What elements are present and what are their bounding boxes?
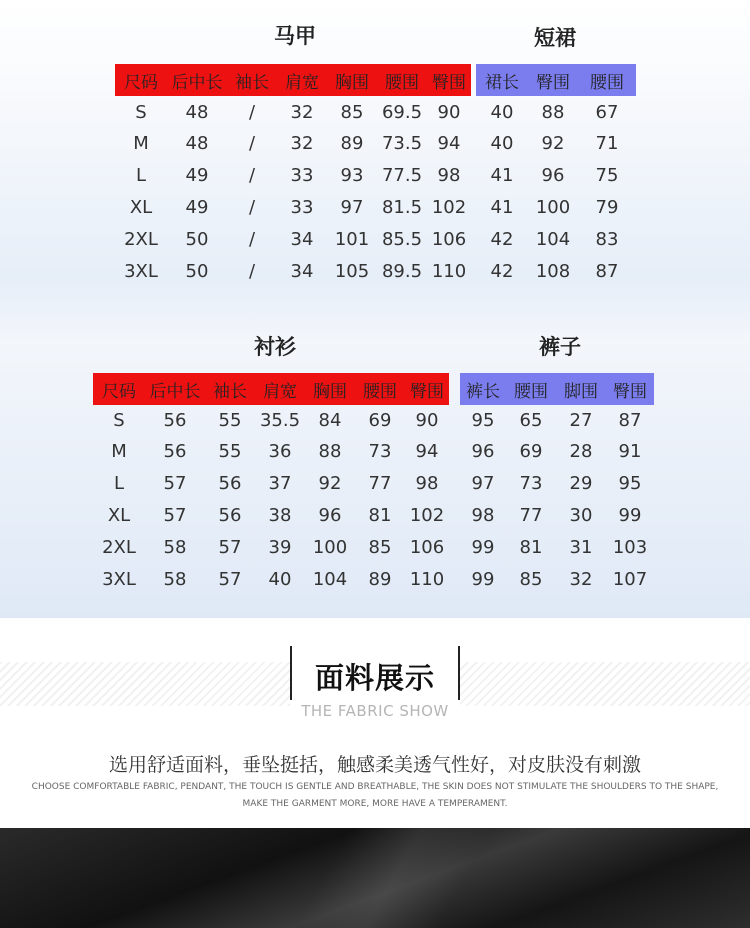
table-cell: / bbox=[248, 228, 256, 250]
table-cell: 29 bbox=[569, 473, 593, 495]
table-cell: 75 bbox=[595, 165, 619, 187]
table-cell: 77 bbox=[519, 504, 543, 526]
table-cell: 49 bbox=[185, 165, 209, 187]
header-cell: 臀围 bbox=[536, 72, 570, 93]
header-cell: 胸围 bbox=[335, 72, 369, 93]
table-title-pants: 裤子 bbox=[539, 335, 581, 359]
table-cell: 104 bbox=[312, 568, 348, 590]
table-cell: 56 bbox=[163, 441, 187, 463]
table-cell: 42 bbox=[490, 260, 514, 282]
table-cell: 57 bbox=[163, 504, 187, 526]
header-cell: 臀围 bbox=[410, 381, 444, 402]
table-row bbox=[115, 191, 471, 223]
table-row bbox=[476, 191, 636, 223]
header-cell: 脚围 bbox=[564, 381, 598, 402]
table-row bbox=[460, 468, 654, 500]
table-row bbox=[115, 128, 471, 160]
table-cell: 31 bbox=[569, 536, 593, 558]
table-row bbox=[93, 531, 449, 563]
table-cell: / bbox=[248, 101, 256, 123]
table-cell: 100 bbox=[535, 196, 571, 218]
table-cell: 58 bbox=[163, 536, 187, 558]
table-cell: 85 bbox=[519, 568, 543, 590]
table-cell: 94 bbox=[437, 133, 461, 155]
table-cell: 49 bbox=[185, 196, 209, 218]
table-cell: S bbox=[135, 101, 147, 123]
table-cell: 40 bbox=[490, 133, 514, 155]
fabric-title: 面料展示 bbox=[314, 661, 435, 695]
table-cell: 100 bbox=[312, 536, 348, 558]
table-cell: 79 bbox=[595, 196, 619, 218]
table-row bbox=[460, 404, 654, 436]
header-cell: 后中长 bbox=[149, 381, 201, 402]
table-cell: 96 bbox=[318, 504, 342, 526]
table-header bbox=[460, 373, 654, 405]
header-cell: 后中长 bbox=[171, 72, 223, 93]
table-cell: M bbox=[133, 133, 149, 155]
table-cell: 85 bbox=[368, 536, 392, 558]
table-cell: 106 bbox=[409, 536, 445, 558]
header-cell: 腰围 bbox=[590, 72, 624, 93]
table-cell: 99 bbox=[618, 504, 642, 526]
table-cell: 104 bbox=[535, 228, 571, 250]
header-cell: 尺码 bbox=[124, 72, 158, 93]
table-cell: 56 bbox=[218, 504, 242, 526]
table-cell: 92 bbox=[318, 473, 342, 495]
table-cell: 89.5 bbox=[381, 260, 423, 282]
header-cell: 腰围 bbox=[385, 72, 419, 93]
table-row bbox=[460, 531, 654, 563]
table-cell: 2XL bbox=[124, 228, 158, 250]
header-cell: 尺码 bbox=[102, 381, 136, 402]
table-cell: 103 bbox=[612, 536, 648, 558]
header-cell: 肩宽 bbox=[285, 72, 319, 93]
table-cell: 32 bbox=[569, 568, 593, 590]
table-cell: 73 bbox=[519, 473, 543, 495]
table-cell: 98 bbox=[471, 504, 495, 526]
table-cell: 91 bbox=[618, 441, 642, 463]
fabric-description-cn: 选用舒适面料，垂坠挺括，触感柔美透气性好，对皮肤没有刺激 bbox=[108, 754, 641, 776]
table-title-shirt: 衬衫 bbox=[254, 335, 296, 359]
table-cell: 38 bbox=[268, 504, 292, 526]
table-cell: 107 bbox=[612, 568, 648, 590]
table-cell: 84 bbox=[318, 409, 342, 431]
table-cell: 48 bbox=[185, 101, 209, 123]
table-cell: 30 bbox=[569, 504, 593, 526]
table-row bbox=[476, 128, 636, 160]
table-cell: 96 bbox=[541, 165, 565, 187]
table-cell: 85 bbox=[340, 101, 364, 123]
table-cell: 81.5 bbox=[381, 196, 423, 218]
table-cell: 92 bbox=[541, 133, 565, 155]
table-cell: 34 bbox=[290, 228, 314, 250]
table-cell: 55 bbox=[218, 409, 242, 431]
header-cell: 袖长 bbox=[235, 72, 269, 93]
table-cell: 105 bbox=[334, 260, 370, 282]
table-row bbox=[476, 223, 636, 255]
table-cell: 102 bbox=[431, 196, 467, 218]
table-cell: 81 bbox=[368, 504, 392, 526]
table-cell: 50 bbox=[185, 228, 209, 250]
table-cell: 2XL bbox=[102, 536, 136, 558]
table-cell: 85.5 bbox=[381, 228, 423, 250]
table-cell: 88 bbox=[541, 101, 565, 123]
table-cell: XL bbox=[129, 196, 153, 218]
table-cell: 36 bbox=[268, 441, 292, 463]
table-cell: 55 bbox=[218, 441, 242, 463]
table-cell: 73.5 bbox=[381, 133, 423, 155]
table-cell: 42 bbox=[490, 228, 514, 250]
table-cell: 97 bbox=[340, 196, 364, 218]
header-cell: 肩宽 bbox=[263, 381, 297, 402]
table-cell: 90 bbox=[415, 409, 439, 431]
table-cell: 77.5 bbox=[381, 165, 423, 187]
header-cell: 裙长 bbox=[485, 72, 519, 93]
table-row bbox=[93, 436, 449, 468]
table-cell: XL bbox=[107, 504, 131, 526]
table-row bbox=[93, 468, 449, 500]
table-cell: 39 bbox=[268, 536, 292, 558]
table-cell: / bbox=[248, 196, 256, 218]
table-row bbox=[93, 499, 449, 531]
table-cell: / bbox=[248, 165, 256, 187]
table-row bbox=[476, 160, 636, 192]
table-row bbox=[115, 96, 471, 128]
table-cell: 41 bbox=[490, 196, 514, 218]
table-header bbox=[476, 64, 636, 96]
table-cell: 35.5 bbox=[259, 409, 301, 431]
table-cell: 98 bbox=[437, 165, 461, 187]
table-cell: 83 bbox=[595, 228, 619, 250]
fabric-highlight bbox=[160, 828, 580, 928]
table-cell: 48 bbox=[185, 133, 209, 155]
table-cell: 110 bbox=[409, 568, 445, 590]
table-cell: 58 bbox=[163, 568, 187, 590]
table-row bbox=[93, 404, 449, 436]
table-cell: / bbox=[248, 260, 256, 282]
table-title-vest: 马甲 bbox=[274, 24, 316, 48]
table-cell: 28 bbox=[569, 441, 593, 463]
table-title-skirt: 短裙 bbox=[534, 26, 576, 50]
header-cell: 胸围 bbox=[313, 381, 347, 402]
table-cell: M bbox=[111, 441, 127, 463]
table-cell: L bbox=[113, 473, 125, 495]
table-header bbox=[93, 373, 449, 405]
table-cell: 94 bbox=[415, 441, 439, 463]
header-cell: 袖长 bbox=[213, 381, 247, 402]
fabric-description-en-1: CHOOSE COMFORTABLE FABRIC, PENDANT, THE TOUCH IS GENTLE AND BREATHABLE, THE SKIN DOES NOT STIMULATE THE SHOULDERS TO THE SHAPE, bbox=[31, 782, 719, 792]
table-cell: 88 bbox=[318, 441, 342, 463]
table-cell: 37 bbox=[268, 473, 292, 495]
table-cell: 71 bbox=[595, 133, 619, 155]
table-cell: 73 bbox=[368, 441, 392, 463]
header-cell: 臀围 bbox=[432, 72, 466, 93]
table-cell: 77 bbox=[368, 473, 392, 495]
table-cell: 99 bbox=[471, 568, 495, 590]
table-cell: 95 bbox=[618, 473, 642, 495]
table-cell: 90 bbox=[437, 101, 461, 123]
table-cell: 57 bbox=[163, 473, 187, 495]
table-cell: 96 bbox=[471, 441, 495, 463]
table-cell: L bbox=[135, 165, 147, 187]
table-cell: 32 bbox=[290, 101, 314, 123]
table-row bbox=[460, 499, 654, 531]
header-cell: 腰围 bbox=[514, 381, 548, 402]
table-cell: 50 bbox=[185, 260, 209, 282]
header-cell: 臀围 bbox=[613, 381, 647, 402]
table-cell: 67 bbox=[595, 101, 619, 123]
table-cell: 57 bbox=[218, 568, 242, 590]
table-row bbox=[460, 436, 654, 468]
table-cell: 98 bbox=[415, 473, 439, 495]
table-row bbox=[115, 255, 471, 287]
table-cell: 97 bbox=[471, 473, 495, 495]
table-cell: 56 bbox=[218, 473, 242, 495]
table-cell: 65 bbox=[519, 409, 543, 431]
table-cell: 89 bbox=[368, 568, 392, 590]
header-cell: 裤长 bbox=[466, 381, 500, 402]
table-cell: 27 bbox=[569, 409, 593, 431]
table-cell: 32 bbox=[290, 133, 314, 155]
table-header bbox=[115, 64, 471, 96]
table-cell: 56 bbox=[163, 409, 187, 431]
table-row bbox=[476, 96, 636, 128]
table-row bbox=[115, 223, 471, 255]
table-cell: 57 bbox=[218, 536, 242, 558]
fabric-description-en-2: MAKE THE GARMENT MORE, MORE HAVE A TEMPERAMENT. bbox=[242, 799, 508, 809]
table-cell: / bbox=[248, 133, 256, 155]
table-cell: 110 bbox=[431, 260, 467, 282]
table-cell: 108 bbox=[535, 260, 571, 282]
table-cell: 81 bbox=[519, 536, 543, 558]
table-cell: 69 bbox=[519, 441, 543, 463]
table-cell: 89 bbox=[340, 133, 364, 155]
table-cell: 69 bbox=[368, 409, 392, 431]
table-cell: 3XL bbox=[124, 260, 158, 282]
table-cell: S bbox=[113, 409, 125, 431]
table-row bbox=[93, 563, 449, 595]
table-cell: 101 bbox=[334, 228, 370, 250]
table-cell: 34 bbox=[290, 260, 314, 282]
table-cell: 69.5 bbox=[381, 101, 423, 123]
table-cell: 99 bbox=[471, 536, 495, 558]
table-row bbox=[476, 255, 636, 287]
table-cell: 40 bbox=[490, 101, 514, 123]
table-cell: 95 bbox=[471, 409, 495, 431]
table-cell: 106 bbox=[431, 228, 467, 250]
table-row bbox=[460, 563, 654, 595]
fabric-subtitle: THE FABRIC SHOW bbox=[301, 702, 449, 720]
table-cell: 3XL bbox=[102, 568, 136, 590]
table-cell: 33 bbox=[290, 165, 314, 187]
table-cell: 41 bbox=[490, 165, 514, 187]
table-cell: 87 bbox=[595, 260, 619, 282]
table-cell: 102 bbox=[409, 504, 445, 526]
table-cell: 93 bbox=[340, 165, 364, 187]
table-row bbox=[115, 160, 471, 192]
table-cell: 40 bbox=[268, 568, 292, 590]
table-cell: 87 bbox=[618, 409, 642, 431]
header-cell: 腰围 bbox=[363, 381, 397, 402]
table-cell: 33 bbox=[290, 196, 314, 218]
